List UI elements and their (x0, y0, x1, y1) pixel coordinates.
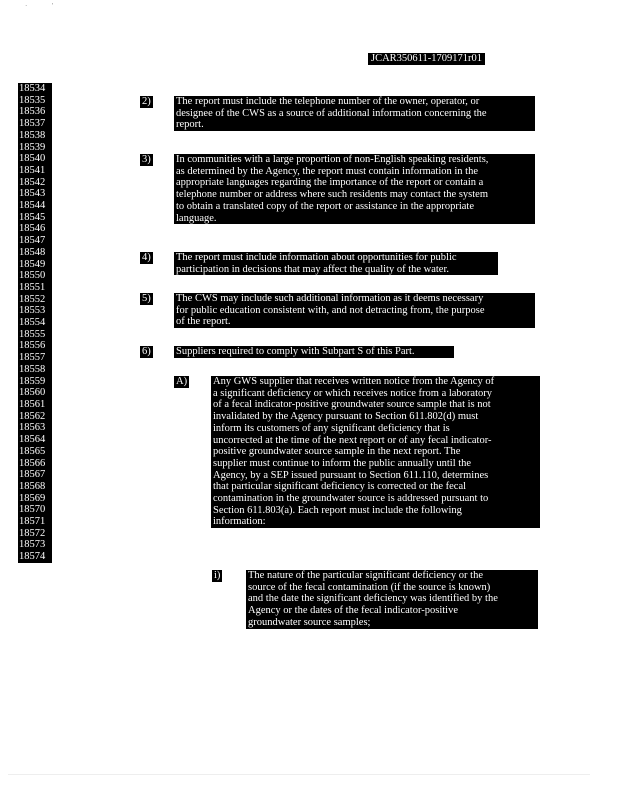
text-line: of the report. (176, 316, 231, 328)
line-number: 18574 (19, 551, 46, 563)
line-number: 18552 (19, 293, 46, 305)
text-line: groundwater source samples; (248, 616, 371, 628)
item-label-6: 6) (142, 346, 151, 357)
item-label-i: i) (214, 570, 221, 581)
line-number: 18556 (19, 340, 46, 352)
line-number: 18545 (19, 211, 46, 223)
text-line: Suppliers required to comply with Subpart S of this Part. (176, 346, 415, 357)
line-number: 18557 (19, 352, 46, 364)
text-line: The report must include information about opportunities for public (176, 252, 457, 263)
item-label-2: 2) (142, 96, 151, 107)
item-text-5 (174, 293, 535, 328)
line-number: 18566 (19, 457, 46, 469)
line-number: 18573 (19, 539, 46, 551)
text-line: inform its customers of any significant deficiency that is (213, 422, 450, 434)
text-line: The report must include the telephone number of the owner, operator, or (176, 96, 480, 107)
line-number: 18570 (19, 504, 46, 516)
text-line: information: (213, 516, 266, 528)
text-line: contamination in the groundwater source is addressed pursuant to (213, 493, 489, 505)
line-number: 18543 (19, 188, 46, 200)
line-number: 18571 (19, 516, 46, 528)
line-number: 18564 (19, 434, 46, 446)
line-number: 18548 (19, 246, 46, 258)
line-number: 18544 (19, 200, 46, 212)
item-text-4 (174, 252, 498, 275)
text-line: that particular significant deficiency is corrected or the fecal (213, 481, 467, 493)
text-line: positive groundwater source sample in the next report. The (213, 446, 461, 458)
text-line: and the date the significant deficiency was identified by the (248, 593, 498, 605)
text-line: of a fecal indicator-positive groundwater source sample that is not (213, 399, 491, 411)
text-line: a significant deficiency or which receives notice from a laboratory (213, 387, 493, 399)
line-number: 18547 (19, 235, 46, 247)
line-number: 18551 (19, 281, 46, 293)
text-line: for public education consistent with, and not detracting from, the purpose (176, 304, 485, 316)
item-text-2 (174, 96, 535, 131)
page-bottom-rule (8, 774, 590, 775)
text-line: Agency or the dates of the fecal indicator-positive (248, 605, 458, 617)
line-number: 18554 (19, 317, 46, 329)
text-line: Any GWS supplier that receives written notice from the Agency of (213, 376, 495, 387)
line-number: 18534 (19, 83, 46, 94)
scan-specks: · ' (25, 2, 54, 10)
line-number: 18553 (19, 305, 46, 317)
line-number: 18562 (19, 410, 46, 422)
text-line: report. (176, 119, 204, 131)
line-number: 18563 (19, 422, 46, 434)
line-number: 18540 (19, 153, 46, 165)
line-number: 18555 (19, 328, 46, 340)
item-text-i (246, 570, 538, 629)
item-text-3 (174, 154, 535, 224)
document-code: JCAR350611-1709171r01 (368, 53, 485, 65)
line-number: 18572 (19, 527, 46, 539)
text-line: Agency, by a SEP issued pursuant to Section 611.110, determines (213, 469, 489, 481)
line-number: 18539 (19, 141, 46, 153)
line-number: 18542 (19, 176, 46, 188)
item-label-3: 3) (142, 154, 151, 165)
text-line: supplier must continue to inform the public annually until the (213, 457, 472, 469)
text-line: The nature of the particular significant deficiency or the (248, 570, 483, 581)
line-number: 18550 (19, 270, 46, 282)
line-numbers (18, 83, 52, 563)
text-line: source of the fecal contamination (if the source is known) (248, 581, 491, 593)
line-number: 18569 (19, 492, 46, 504)
text-line: telephone number or address where such residents may contact the system (176, 189, 488, 201)
text-line: participation in decisions that may affect the quality of the water. (176, 263, 450, 275)
line-number: 18558 (19, 363, 46, 375)
line-number: 18536 (19, 106, 46, 118)
line-number: 18560 (19, 387, 46, 399)
text-line: language. (176, 212, 217, 224)
item-label-a: A) (176, 376, 188, 387)
line-number: 18559 (19, 375, 46, 387)
text-line: as determined by the Agency, the report must contain information in the (176, 165, 478, 177)
line-number: 18541 (19, 164, 46, 176)
line-number: 18537 (19, 118, 46, 130)
item-text-6 (174, 346, 454, 358)
line-number: 18568 (19, 480, 46, 492)
line-number: 18565 (19, 445, 46, 457)
line-number: 18538 (19, 129, 46, 141)
text-line: Section 611.803(a). Each report must include the following (213, 504, 462, 516)
text-line: invalidated by the Agency pursuant to Section 611.802(d) must (213, 411, 479, 423)
item-label-4: 4) (142, 252, 151, 263)
item-text-a (211, 376, 540, 528)
text-line: designee of the CWS as a source of additional information concerning the (176, 107, 487, 119)
text-line: The CWS may include such additional information as it deems necessary (176, 293, 484, 304)
item-label-5: 5) (142, 293, 151, 304)
line-number: 18567 (19, 469, 46, 481)
line-number: 18549 (19, 258, 46, 270)
text-line: In communities with a large proportion of non-English speaking residents, (176, 154, 489, 165)
line-number: 18561 (19, 398, 46, 410)
line-number: 18546 (19, 223, 46, 235)
text-line: appropriate languages regarding the importance of the report or contain a (176, 177, 484, 189)
text-line: to obtain a translated copy of the report or assistance in the appropriate (176, 200, 474, 212)
text-line: uncorrected at the time of the next report or of any fecal indicator- (213, 434, 492, 446)
line-number: 18535 (19, 94, 46, 106)
